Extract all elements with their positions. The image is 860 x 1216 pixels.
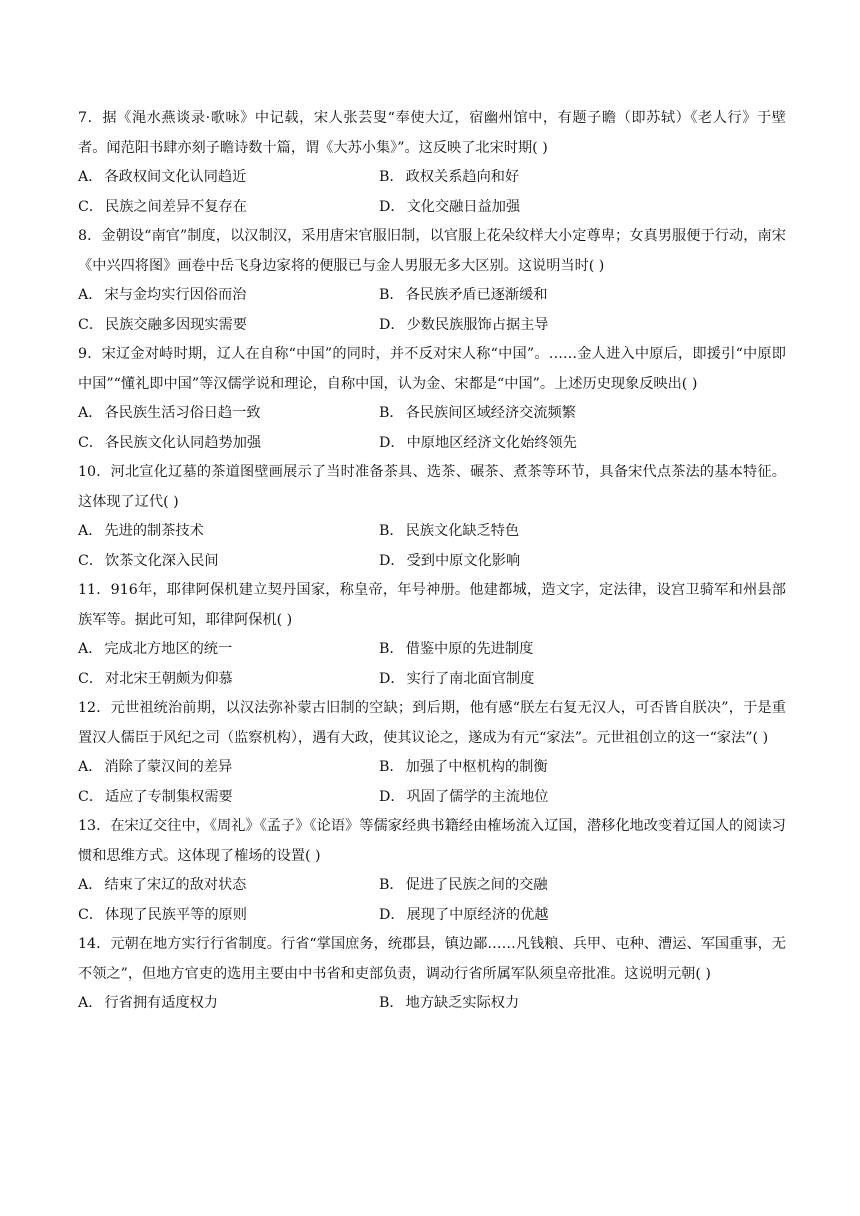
option-item — [379, 193, 786, 223]
question-list — [78, 104, 786, 1019]
option-letter: B． — [379, 641, 404, 657]
option-item — [78, 783, 379, 813]
option-text: 加强了中枢机构的制衡 — [405, 759, 548, 775]
option-letter: B． — [379, 877, 404, 893]
option-letter: A． — [78, 169, 103, 185]
option-text: 各民族文化认同趋势加强 — [105, 434, 262, 451]
option-text: 民族之间差异不复存在 — [105, 198, 247, 215]
option-item — [379, 635, 786, 665]
option-item — [379, 163, 786, 193]
option-item — [379, 547, 786, 577]
option-item — [78, 753, 379, 783]
question-stem: 12．元世祖统治前期，以汉法弥补蒙古旧制的空缺；到后期，他有感“朕左右复无汉人，可否皆自朕决”，于是重置汉人儒臣于风纪之司（监察机构），遇有大政，使其议论之，遂成为有元“家法”。元世祖创立的这一“家法”( ) — [78, 700, 786, 746]
option-letter: C． — [78, 906, 104, 923]
question-stem: 7．据《渑水燕谈录·歌咏》中记载，宋人张芸叟“奉使大辽，宿幽州馆中，有题子瞻（即苏轼）《老人行》于壁者。闻范阳书肆亦刻子瞻诗数十篇，谓《大苏小集》”。这反映了北宋时期( ) — [78, 110, 786, 156]
option-item — [78, 665, 379, 695]
option-grid — [78, 517, 786, 576]
option-item — [379, 989, 786, 1019]
option-letter: D． — [379, 906, 405, 923]
option-letter: A． — [78, 287, 103, 303]
option-text: 政权关系趋向和好 — [405, 169, 520, 185]
option-item — [78, 871, 379, 901]
option-item — [379, 783, 786, 813]
question-stem: 14．元朝在地方实行行省制度。行省“掌国庶务，统郡县，镇边鄙……凡钱粮、兵甲、屯种、漕运、军国重事，无不领之”，但地方官吏的选用主要由中书省和吏部负责，调动行省所属军队须皇帝批准。这说明元朝( ) — [78, 936, 786, 982]
option-item — [78, 281, 379, 311]
option-letter: C． — [78, 670, 104, 687]
option-text: 受到中原文化影响 — [406, 552, 521, 569]
option-text: 借鉴中原的先进制度 — [405, 641, 534, 657]
option-text: 对北宋王朝颇为仰慕 — [105, 670, 233, 687]
question-stem: 10．河北宣化辽墓的茶道图壁画展示了当时准备茶具、选茶、碾茶、煮茶等环节，具备宋代点茶法的基本特征。这体现了辽代( ) — [78, 464, 786, 510]
option-item — [379, 429, 786, 459]
option-item — [379, 281, 786, 311]
option-letter: B． — [379, 759, 404, 775]
option-letter: C． — [78, 198, 104, 215]
option-grid — [78, 989, 786, 1019]
option-item — [379, 871, 786, 901]
question-12 — [78, 694, 786, 812]
option-text: 中原地区经济文化始终领先 — [406, 434, 577, 451]
option-text: 结束了宋辽的敌对状态 — [104, 877, 247, 893]
option-grid — [78, 635, 786, 694]
option-item — [78, 635, 379, 665]
option-grid — [78, 871, 786, 930]
option-item — [78, 547, 379, 577]
option-item — [78, 429, 379, 459]
question-14 — [78, 930, 786, 1019]
option-item — [379, 399, 786, 429]
question-stem: 13．在宋辽交往中，《周礼》《孟子》《论语》等儒家经典书籍经由榷场流入辽国，潜移化地改变着辽国人的阅读习惯和思维方式。这体现了榷场的设置( ) — [78, 818, 786, 864]
question-11 — [78, 576, 786, 694]
option-text: 展现了中原经济的优越 — [406, 906, 549, 923]
option-text: 各民族间区域经济交流频繁 — [405, 405, 576, 421]
option-text: 民族文化缺乏特色 — [405, 523, 520, 539]
option-text: 完成北方地区的统一 — [104, 641, 233, 657]
option-letter: B． — [379, 523, 404, 539]
option-letter: A． — [78, 641, 103, 657]
option-grid — [78, 163, 786, 222]
question-stem: 8．金朝设“南官”制度，以汉制汉，采用唐宋官服旧制，以官服上花朵纹样大小定尊卑；女真男服便于行动，南宋《中兴四将图》画卷中岳飞身边家将的便服已与金人男服无多大区别。这说明当时( ) — [78, 228, 786, 274]
option-item — [78, 193, 379, 223]
option-letter: C． — [78, 434, 104, 451]
option-text: 消除了蒙汉间的差异 — [104, 759, 233, 775]
option-letter: B． — [379, 287, 404, 303]
option-text: 体现了民族平等的原则 — [105, 906, 247, 923]
option-letter: A． — [78, 995, 103, 1011]
option-letter: B． — [379, 405, 404, 421]
option-item — [379, 901, 786, 931]
option-letter: A． — [78, 405, 103, 421]
option-letter: A． — [78, 523, 103, 539]
option-text: 巩固了儒学的主流地位 — [406, 788, 549, 805]
option-letter: B． — [379, 995, 404, 1011]
option-letter: D． — [379, 552, 405, 569]
question-8 — [78, 222, 786, 340]
option-letter: C． — [78, 788, 104, 805]
option-text: 促进了民族之间的交融 — [405, 877, 548, 893]
option-text: 适应了专制集权需要 — [105, 788, 233, 805]
question-stem: 11．916年，耶律阿保机建立契丹国家，称皇帝，年号神册。他建都城，造文字，定法律，设宫卫骑军和州县部族军等。据此可知，耶律阿保机( ) — [78, 582, 786, 628]
option-text: 宋与金均实行因俗而治 — [104, 287, 247, 303]
option-item — [78, 311, 379, 341]
question-10 — [78, 458, 786, 576]
option-letter: A． — [78, 877, 103, 893]
question-9 — [78, 340, 786, 458]
question-7 — [78, 104, 786, 222]
option-letter: A． — [78, 759, 103, 775]
option-item — [78, 517, 379, 547]
question-13 — [78, 812, 786, 930]
option-text: 地方缺乏实际权力 — [405, 995, 520, 1011]
option-item — [379, 665, 786, 695]
option-text: 文化交融日益加强 — [406, 198, 521, 215]
option-letter: D． — [379, 198, 405, 215]
option-text: 各民族生活习俗日趋一致 — [104, 405, 261, 421]
option-text: 各政权间文化认同趋近 — [104, 169, 247, 185]
option-grid — [78, 753, 786, 812]
option-letter: D． — [379, 670, 405, 687]
option-text: 实行了南北面官制度 — [406, 670, 535, 687]
option-letter: C． — [78, 552, 104, 569]
option-text: 行省拥有适度权力 — [104, 995, 218, 1011]
option-text: 饮茶文化深入民间 — [105, 552, 219, 569]
option-grid — [78, 281, 786, 340]
option-text: 少数民族服饰占据主导 — [406, 316, 549, 333]
option-item — [78, 163, 379, 193]
option-item — [78, 901, 379, 931]
option-letter: D． — [379, 316, 405, 333]
option-letter: D． — [379, 434, 405, 451]
option-item — [379, 517, 786, 547]
option-letter: D． — [379, 788, 405, 805]
option-text: 先进的制茶技术 — [104, 523, 204, 539]
option-item — [379, 311, 786, 341]
option-item — [78, 989, 379, 1019]
option-letter: B． — [379, 169, 404, 185]
option-letter: C． — [78, 316, 104, 333]
option-item — [78, 399, 379, 429]
option-grid — [78, 399, 786, 458]
question-stem: 9．宋辽金对峙时期，辽人在自称“中国”的同时，并不反对宋人称“中国”。……金人进入中原后，即援引“中原即中国”“懂礼即中国”等汉儒学说和理论，自称中国，认为金、宋都是“中国”。上述历史现象反映出( ) — [78, 346, 786, 392]
option-item — [379, 753, 786, 783]
option-text: 各民族矛盾已逐渐缓和 — [405, 287, 548, 303]
option-text: 民族交融多因现实需要 — [105, 316, 247, 333]
